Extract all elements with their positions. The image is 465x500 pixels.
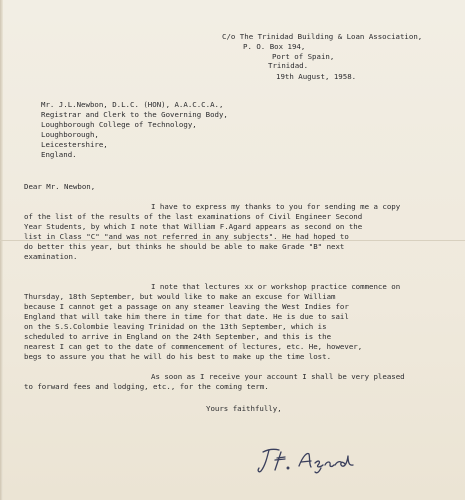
closing: Yours faithfully,	[206, 404, 282, 413]
p1-line: list in Class "C" "and was not referred in any subjects". He had hoped to	[24, 232, 349, 241]
p3-line: to forward fees and lodging, etc., for the coming term.	[24, 382, 269, 391]
p2-line: nearest I can get to the date of commencement of lectures, etc. He, however,	[24, 342, 363, 351]
p1-line: of the list of the results of the last examinations of Civil Engineer Second	[24, 212, 363, 221]
p3-line: As soon as I receive your account I shall be very pleased	[151, 372, 405, 381]
p1-line: do better this year, but thinks he should be able to make Grade "B" next	[24, 242, 345, 251]
p2-line: begs to assure you that he will do his best to make up the time lost.	[24, 352, 332, 361]
p2-line: on the S.S.Colombie leaving Trinidad on the 13th September, which is	[24, 322, 327, 331]
recipient-line-1: Mr. J.L.Newbon, D.L.C. (HON), A.A.C.C.A.,	[41, 100, 224, 109]
page-edge	[0, 0, 3, 500]
letter-date: 19th August, 1958.	[276, 72, 357, 81]
letterhead-line-1: C/o The Trinidad Building & Loan Association,	[222, 32, 423, 41]
p1-line: Year Students, by which I note that William F.Agard appears as second on the	[24, 222, 363, 231]
p1-line: examination.	[24, 252, 78, 261]
recipient-line-5: Leicestershire,	[41, 140, 108, 149]
letterhead-line-4: Trinidad.	[268, 61, 309, 70]
recipient-line-4: Loughborough,	[41, 130, 99, 139]
p2-line: Thursday, 18th September, but would like to make an excuse for William	[24, 292, 336, 301]
p2-line: scheduled to arrive in England on the 24th September, and this is the	[24, 332, 332, 341]
handwritten-signature	[255, 444, 365, 476]
p2-line: England that will take him there in time for that date. He is due to sail	[24, 312, 349, 321]
p2-line: because I cannot get a passage on any steamer leaving the West Indies for	[24, 302, 349, 311]
letterhead-line-2: P. O. Box 194,	[243, 42, 306, 51]
p1-line: I have to express my thanks to you for sending me a copy	[151, 202, 401, 211]
salutation: Dear Mr. Newbon,	[24, 182, 96, 191]
p2-line: I note that lectures xx or workshop practice commence on	[151, 282, 401, 291]
letterhead-line-3: Port of Spain,	[272, 52, 335, 61]
recipient-line-2: Registrar and Clerk to the Governing Body,	[41, 110, 228, 119]
recipient-line-6: England.	[41, 150, 77, 159]
recipient-line-3: Loughborough College of Technology,	[41, 120, 197, 129]
